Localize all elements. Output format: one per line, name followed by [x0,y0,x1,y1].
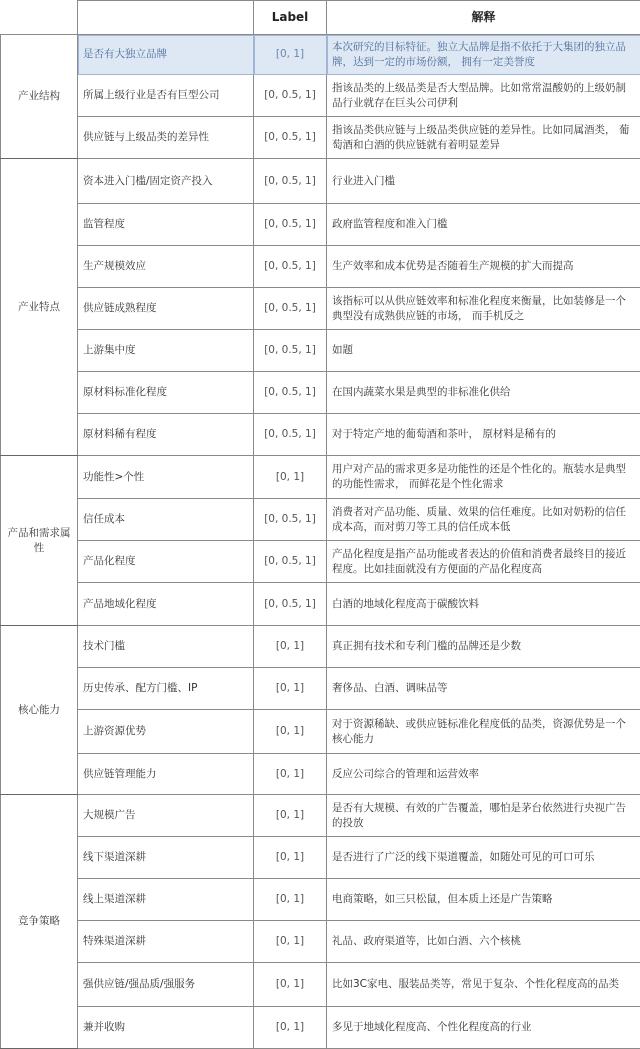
table-row [1,499,640,541]
explanation-cell: 指该品类供应链与上级品类供应链的差异性。比如同属酒类， 葡萄酒和白酒的供应链就有着明显差异 [327,117,640,159]
table-row [1,1007,640,1049]
explanation-cell: 多见于地域化程度高、个性化程度高的行业 [327,1007,640,1049]
table-row [1,414,640,456]
label-cell: [0, 0.5, 1] [254,117,327,159]
category-cell: 产业特点 [1,159,78,456]
table-row [1,288,640,330]
explanation-cell: 是否进行了广泛的线下渠道覆盖，如随处可见的可口可乐 [327,837,640,879]
category-cell: 竞争策略 [1,795,78,1049]
label-cell: [0, 0.5, 1] [254,246,327,288]
feature-cell: 原材料标准化程度 [78,372,254,414]
table-header-row [1,1,640,35]
feature-cell: 产品化程度 [78,541,254,583]
label-cell: [0, 0.5, 1] [254,583,327,626]
explanation-cell: 对于特定产地的葡萄酒和茶叶， 原材料是稀有的 [327,414,640,456]
explanation-cell: 是否有大规模、有效的广告覆盖，哪怕是茅台依然进行央视广告的投放 [327,795,640,837]
explanation-cell: 对于资源稀缺、或供应链标准化程度低的品类，资源优势是一个核心能力 [327,710,640,754]
header-label: Label [254,1,327,35]
feature-cell: 线下渠道深耕 [78,837,254,879]
label-cell: [0, 1] [254,921,327,963]
explanation-cell: 比如3C家电、服装品类等，常见于复杂、个性化程度高的品类 [327,963,640,1007]
feature-cell: 信任成本 [78,499,254,541]
table-row [1,668,640,710]
label-cell: [0, 0.5, 1] [254,330,327,372]
label-cell: [0, 1] [254,963,327,1007]
label-cell: [0, 1] [254,1007,327,1049]
header-category [1,1,78,35]
label-cell: [0, 1] [254,668,327,710]
table-row [1,159,640,204]
label-cell: [0, 0.5, 1] [254,499,327,541]
explanation-cell: 用户对产品的需求更多是功能性的还是个性化的。瓶装水是典型的功能性需求， 而鲜花是个性化需求 [327,456,640,499]
label-cell: [0, 1] [254,710,327,754]
table-row [1,204,640,246]
label-cell: [0, 1] [254,35,327,75]
table-row [1,372,640,414]
label-cell: [0, 0.5, 1] [254,372,327,414]
header-explanation: 解释 [327,1,640,35]
table-row [1,541,640,583]
explanation-cell: 生产效率和成本优势是否随着生产规模的扩大而提高 [327,246,640,288]
table-row [1,879,640,921]
label-cell: [0, 1] [254,754,327,795]
explanation-cell: 电商策略，如三只松鼠，但本质上还是广告策略 [327,879,640,921]
table-row [1,246,640,288]
category-cell: 产业结构 [1,35,78,159]
label-cell: [0, 0.5, 1] [254,75,327,117]
label-cell: [0, 1] [254,456,327,499]
explanation-cell: 反应公司综合的管理和运营效率 [327,754,640,795]
label-cell: [0, 0.5, 1] [254,288,327,330]
table-row [1,837,640,879]
feature-cell: 兼并收购 [78,1007,254,1049]
label-cell: [0, 1] [254,879,327,921]
feature-cell: 上游集中度 [78,330,254,372]
explanation-cell: 礼品、政府渠道等，比如白酒、六个核桃 [327,921,640,963]
explanation-cell: 本次研究的目标特征。独立大品牌是指不依托于大集团的独立品牌，达到一定的市场份额， 拥有一定美誉度 [327,35,640,75]
table-row [1,117,640,159]
label-cell: [0, 0.5, 1] [254,541,327,583]
label-cell: [0, 0.5, 1] [254,159,327,204]
explanation-cell: 消费者对产品功能、质量、效果的信任难度。比如对奶粉的信任成本高，而对剪刀等工具的信任成本低 [327,499,640,541]
explanation-cell: 指该品类的上级品类是否大型品牌。比如常常温酸奶的上级奶制品行业就存在巨头公司伊利 [327,75,640,117]
feature-cell: 特殊渠道深耕 [78,921,254,963]
category-cell: 产品和需求属性 [1,456,78,626]
feature-cell: 供应链成熟程度 [78,288,254,330]
feature-cell: 大规模广告 [78,795,254,837]
table-row [1,35,640,75]
explanation-cell: 政府监管程度和准入门槛 [327,204,640,246]
explanation-cell: 在国内蔬菜水果是典型的非标准化供给 [327,372,640,414]
explanation-cell: 该指标可以从供应链效率和标准化程度来衡量，比如装修是一个典型没有成熟供应链的市场， 而手机反之 [327,288,640,330]
feature-cell: 功能性>个性 [78,456,254,499]
explanation-cell: 行业进入门槛 [327,159,640,204]
feature-cell: 原材料稀有程度 [78,414,254,456]
feature-cell: 生产规模效应 [78,246,254,288]
table-row [1,456,640,499]
header-feature [78,1,254,35]
feature-cell: 强供应链/强品质/强服务 [78,963,254,1007]
feature-cell: 线上渠道深耕 [78,879,254,921]
feature-cell: 供应链与上级品类的差异性 [78,117,254,159]
label-cell: [0, 1] [254,626,327,668]
table-row [1,963,640,1007]
table-row [1,583,640,626]
explanation-cell: 真正拥有技术和专利门槛的品牌还是少数 [327,626,640,668]
explanation-cell: 产品化程度是指产品功能或者表达的价值和消费者最终目的接近程度。比如挂面就没有方便面的产品化程度高 [327,541,640,583]
explanation-cell: 白酒的地域化程度高于碳酸饮料 [327,583,640,626]
label-cell: [0, 0.5, 1] [254,204,327,246]
feature-cell: 所属上级行业是否有巨型公司 [78,75,254,117]
feature-cell: 是否有大独立品牌 [78,35,254,75]
label-cell: [0, 1] [254,837,327,879]
explanation-cell: 奢侈品、白酒、调味品等 [327,668,640,710]
table-row [1,795,640,837]
feature-cell: 供应链管理能力 [78,754,254,795]
table-row [1,330,640,372]
table-row [1,626,640,668]
feature-cell: 产品地域化程度 [78,583,254,626]
category-cell: 核心能力 [1,626,78,795]
feature-cell: 上游资源优势 [78,710,254,754]
feature-cell: 资本进入门槛/固定资产投入 [78,159,254,204]
table-row [1,921,640,963]
table-row [1,75,640,117]
feature-cell: 技术门槛 [78,626,254,668]
label-cell: [0, 0.5, 1] [254,414,327,456]
explanation-cell: 如题 [327,330,640,372]
table-row [1,754,640,795]
table-row [1,710,640,754]
label-cell: [0, 1] [254,795,327,837]
feature-cell: 历史传承、配方门槛、IP [78,668,254,710]
feature-cell: 监管程度 [78,204,254,246]
